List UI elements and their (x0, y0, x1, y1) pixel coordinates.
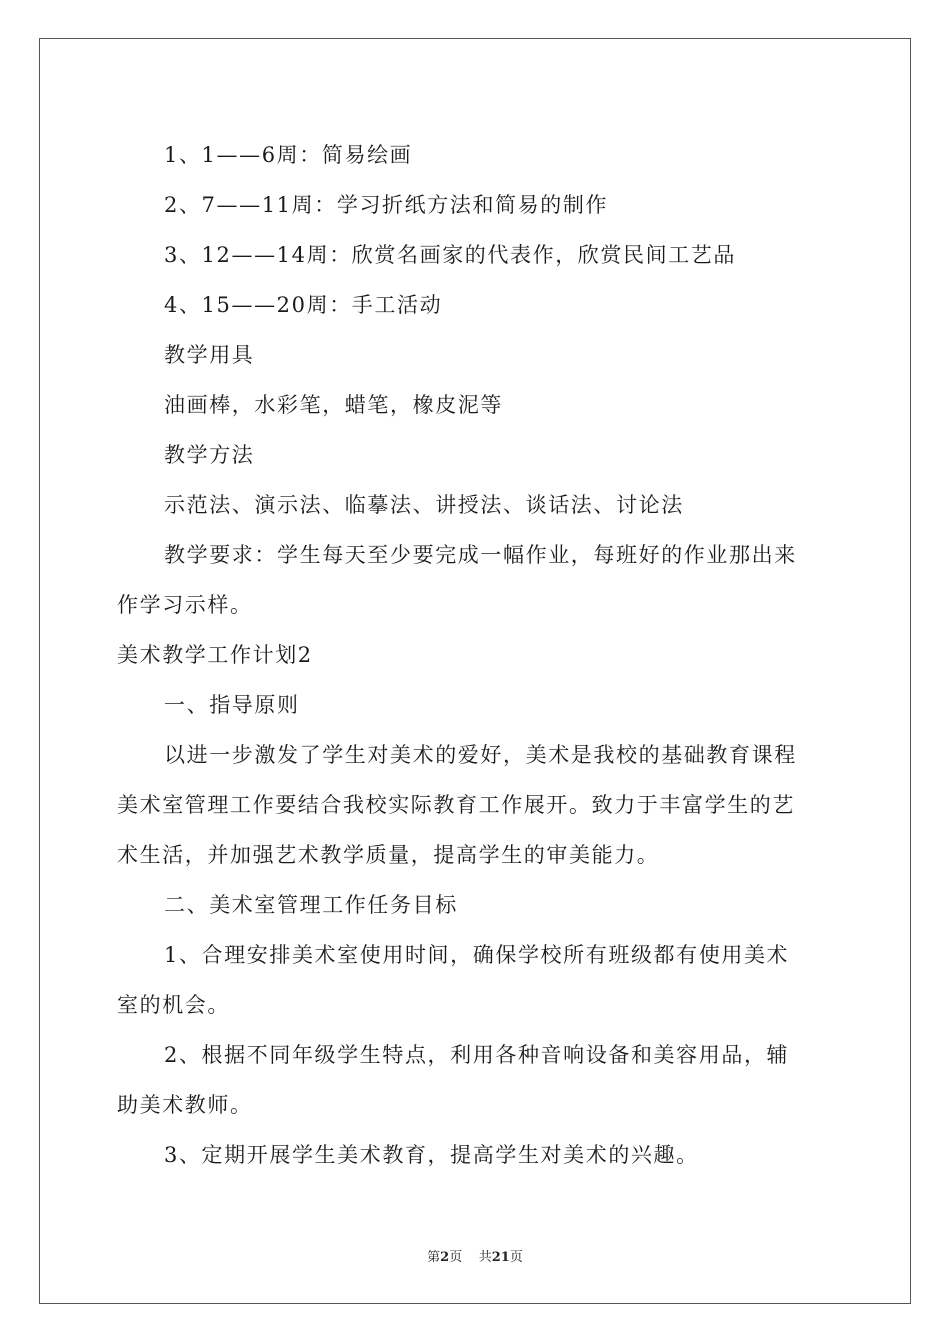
document-body (117, 130, 837, 1180)
text-line: 术生活，并加强艺术教学质量，提高学生的审美能力。 (117, 843, 660, 867)
text-line: 4、15——20周：手工活动 (164, 293, 443, 317)
text-line: 2、根据不同年级学生特点，利用各种音响设备和美容用品，辅 (164, 1043, 790, 1067)
text-line: 3、12——14周：欣赏名画家的代表作，欣赏民间工艺品 (164, 243, 737, 267)
text-line: 教学要求：学生每天至少要完成一幅作业，每班好的作业那出来 (164, 543, 797, 567)
text-line: 2、7——11周：学习折纸方法和简易的制作 (164, 193, 609, 217)
text-line: 室的机会。 (117, 993, 230, 1017)
text-line: 美术室管理工作要结合我校实际教育工作展开。致力于丰富学生的艺 (117, 793, 795, 817)
section-heading: 教学方法 (164, 443, 255, 467)
text-line: 油画棒，水彩笔，蜡笔，橡皮泥等 (164, 393, 503, 417)
total-page-count: 21 (491, 1250, 510, 1265)
text-line: 助美术教师。 (117, 1093, 253, 1117)
page-prefix: 第 (427, 1250, 441, 1265)
text-line: 1、1——6周：简易绘画 (164, 143, 413, 167)
section-heading: 二、美术室管理工作任务目标 (164, 893, 458, 917)
document-title: 美术教学工作计划2 (117, 643, 313, 667)
section-heading: 一、指导原则 (164, 693, 300, 717)
text-line: 1、合理安排美术室使用时间，确保学校所有班级都有使用美术 (164, 943, 790, 967)
text-line: 以进一步激发了学生对美术的爱好，美术是我校的基础教育课程 (164, 743, 797, 767)
page-footer (0, 1246, 950, 1265)
text-line: 3、定期开展学生美术教育，提高学生对美术的兴趣。 (164, 1143, 699, 1167)
text-line: 示范法、演示法、临摹法、讲授法、谈话法、讨论法 (164, 493, 684, 517)
current-page-number: 2 (440, 1250, 450, 1265)
page-suffix: 页 (449, 1250, 463, 1265)
text-line: 作学习示样。 (117, 593, 253, 617)
total-suffix: 页 (509, 1250, 523, 1265)
section-heading: 教学用具 (164, 343, 255, 367)
total-prefix: 共 (478, 1250, 492, 1265)
